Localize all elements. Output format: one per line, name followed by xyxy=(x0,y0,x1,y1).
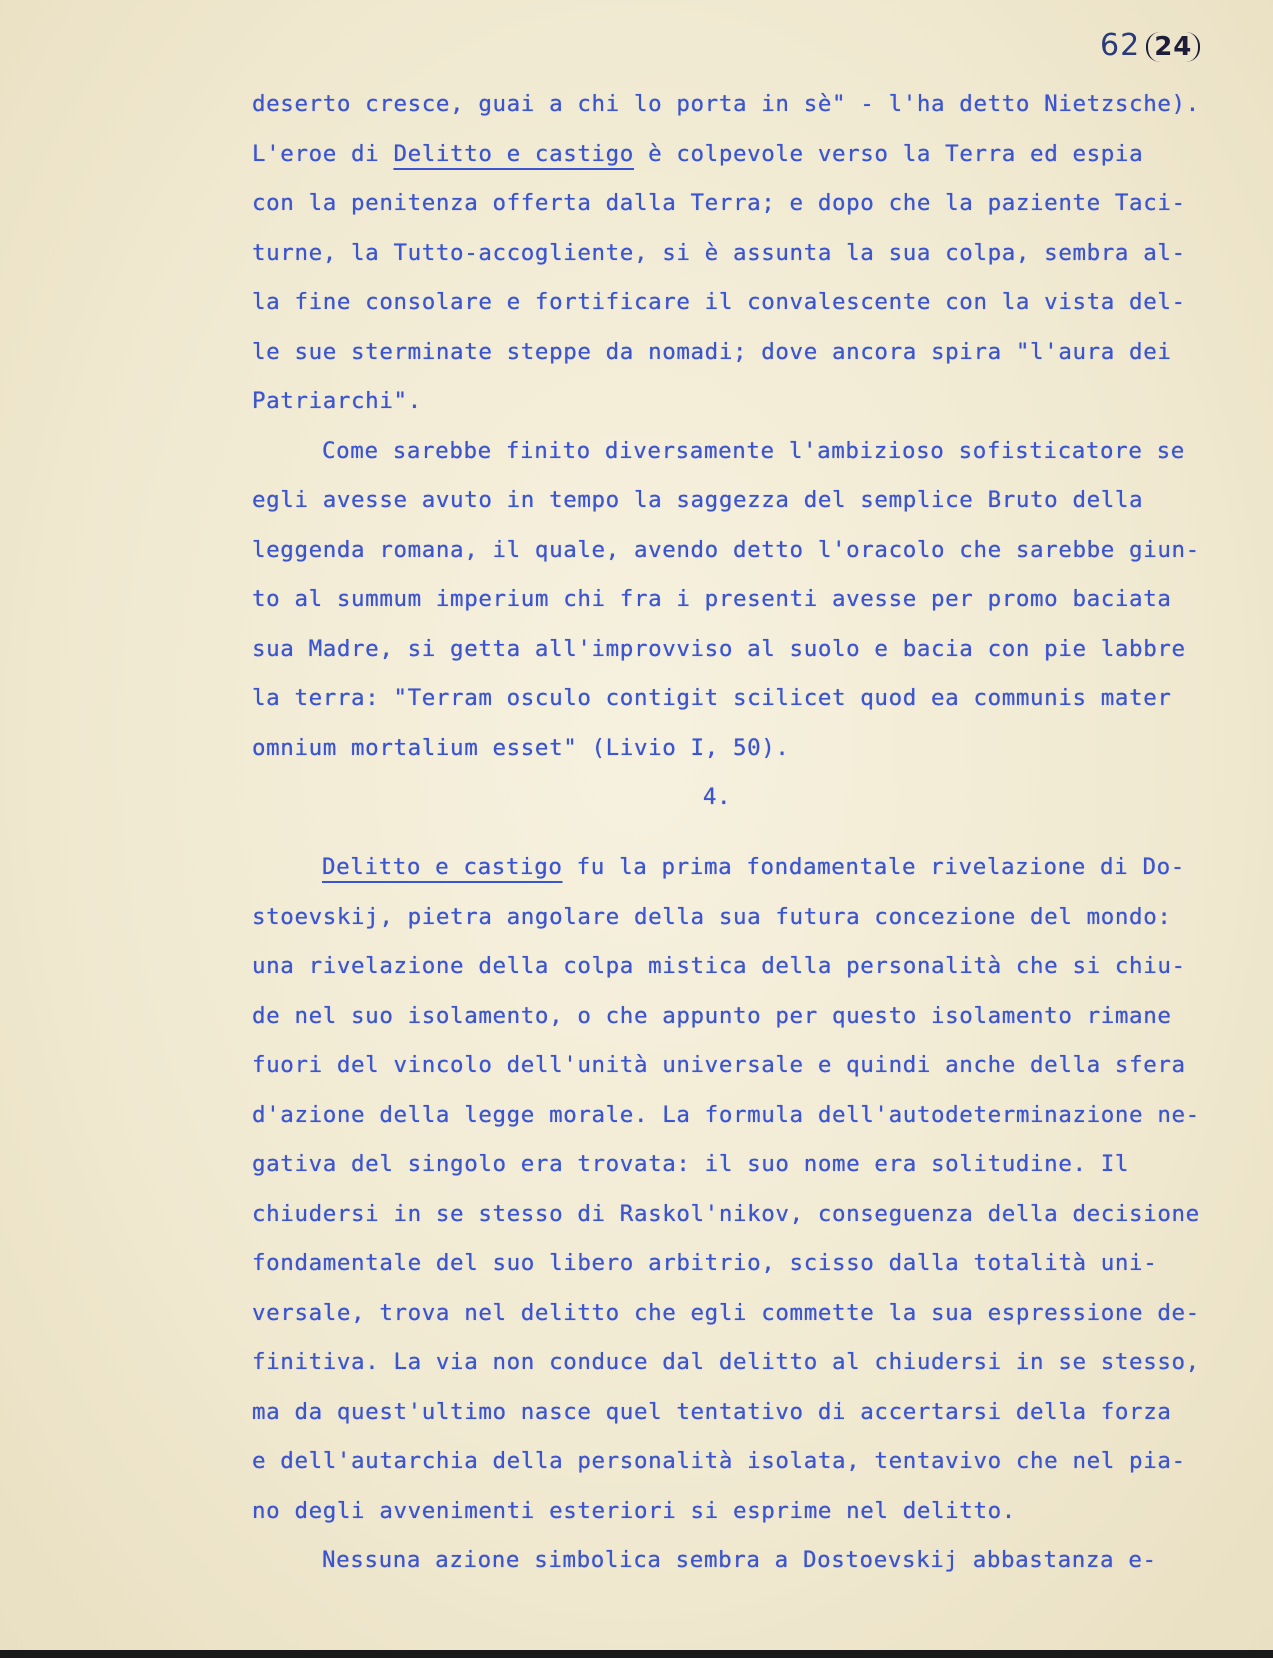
line-text: una rivelazione della colpa mistica della personalità che si chiu- xyxy=(252,953,1186,979)
line-text: gativa del singolo era trovata: il suo nome era solitudine. Il xyxy=(252,1151,1130,1177)
line-text: con la penitenza offerta dalla Terra; e dopo che la paziente Taci- xyxy=(252,190,1186,216)
line-text: fu la prima fondamentale rivelazione di Do- xyxy=(562,854,1185,880)
line-text: la fine consolare e fortificare il convalescente con la vista del- xyxy=(252,289,1186,315)
text-line xyxy=(252,992,1262,1042)
underlined-title: Delitto e castigo xyxy=(393,140,634,167)
text-line: Come sarebbe finito diversamente l'ambizioso sofisticatore se xyxy=(322,437,1185,464)
line-text: chiudersi in se stesso di Raskol'nikov, conseguenza della decisione xyxy=(252,1200,1200,1227)
line-text: fuori del vincolo dell'unità universale e quindi anche della sfera xyxy=(252,1052,1186,1078)
line-text: finitiva. La via non conduce dal delitto al chiudersi in se stesso, xyxy=(252,1349,1200,1375)
text-line xyxy=(252,179,1262,229)
text-line xyxy=(252,942,1262,992)
paragraph-1 xyxy=(252,80,1262,427)
text-line xyxy=(252,1140,1262,1190)
text-line xyxy=(252,1338,1262,1388)
line-text: le sue sterminate steppe da nomadi; dove ancora spira "l'aura dei xyxy=(252,338,1172,365)
text-line: egli avesse avuto in tempo la saggezza del semplice Bruto della xyxy=(252,487,1144,513)
text-line xyxy=(252,1388,1262,1438)
body-text xyxy=(252,80,1262,1586)
line-text: d'azione della legge morale. La formula dell'autodeterminazione ne- xyxy=(252,1101,1200,1128)
text-line xyxy=(252,278,1262,328)
text-line: to al summum imperium chi fra i presenti avesse per promo baciata xyxy=(252,586,1172,612)
text-line: leggenda romana, il quale, avendo detto l'oracolo che sarebbe giun- xyxy=(252,536,1200,563)
line-text: Patriarchi". xyxy=(252,388,422,414)
text-line: la terra: "Terram osculo contigit scilicet quod ea communis mater xyxy=(252,685,1172,711)
text-line xyxy=(252,377,1262,427)
line-text: ma da quest'ultimo nasce quel tentativo di accertarsi della forza xyxy=(252,1398,1172,1425)
line-text: e dell'autarchia della personalità isolata, tentavivo che nel pia- xyxy=(252,1448,1186,1474)
text-line xyxy=(252,1190,1262,1240)
text-line xyxy=(252,893,1262,943)
line-text: L'eroe di xyxy=(252,140,394,167)
scan-bottom-edge xyxy=(0,1650,1273,1654)
page-number-handwritten: 62 xyxy=(1100,28,1141,63)
line-text: deserto cresce, guai a chi lo porta in sè" - l'ha detto Nietzsche). xyxy=(252,91,1200,117)
text-line xyxy=(252,1239,1262,1289)
text-line: sua Madre, si getta all'improvviso al suolo e bacia con pie labbre xyxy=(252,635,1186,662)
text-line: omnium mortalium esset" (Livio I, 50). xyxy=(252,734,790,761)
text-line xyxy=(252,1437,1262,1487)
underlined-title: Delitto e castigo xyxy=(322,854,563,880)
paragraph-3 xyxy=(252,843,1262,1536)
page-number xyxy=(1100,28,1200,63)
line-text: versale, trova nel delitto che egli commette la sua espressione de- xyxy=(252,1299,1200,1326)
text-line xyxy=(252,843,1262,893)
text-line xyxy=(252,328,1262,378)
paragraph-2 xyxy=(252,427,1262,774)
text-line xyxy=(252,80,1262,130)
paragraph-4 xyxy=(252,1536,1262,1586)
text-line xyxy=(252,1041,1262,1091)
text-line xyxy=(252,1487,1262,1537)
text-line xyxy=(252,130,1262,180)
line-text: de nel suo isolamento, o che appunto per questo isolamento rimane xyxy=(252,1002,1172,1029)
section-number: 4. xyxy=(702,784,732,810)
line-text: è colpevole verso la Terra ed espia xyxy=(633,140,1144,167)
line-text: no degli avvenimenti esteriori si esprime nel delitto. xyxy=(252,1497,1016,1524)
line-text: stoevskij, pietra angolare della sua futura concezione del mondo: xyxy=(252,903,1172,930)
line-text: fondamentale del suo libero arbitrio, scisso dalla totalità uni- xyxy=(252,1250,1158,1276)
text-line xyxy=(252,1289,1262,1339)
text-line xyxy=(252,1091,1262,1141)
text-line xyxy=(252,229,1262,279)
line-text: turne, la Tutto-accogliente, si è assunta la sua colpa, sembra al- xyxy=(252,239,1186,266)
page-number-circled: 24 xyxy=(1146,32,1200,62)
text-line: Nessuna azione simbolica sembra a Dostoevskij abbastanza e- xyxy=(322,1547,1157,1573)
